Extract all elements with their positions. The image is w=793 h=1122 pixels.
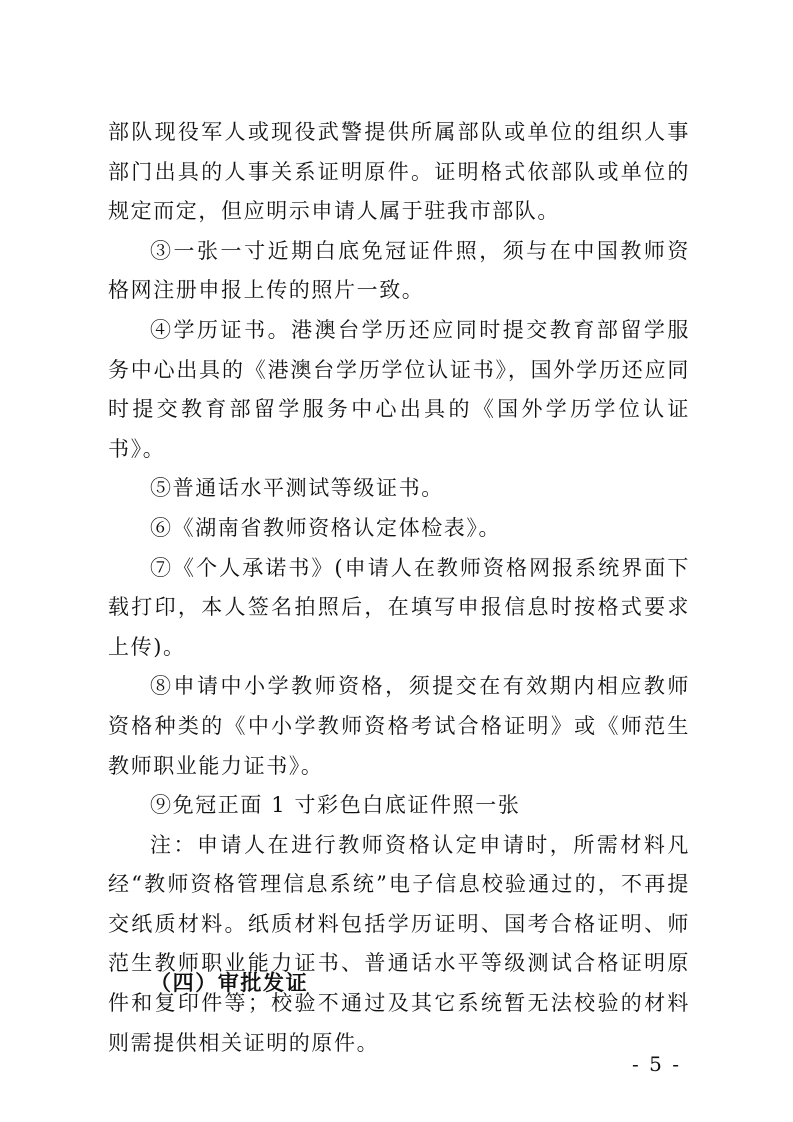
paragraph-item-7: ⑦《个人承诺书》(申请人在教师资格网报系统界面下载打印，本人签名拍照后，在填写申报信息时按格式要求上传)。 xyxy=(108,555,690,659)
page-number: - 5 - xyxy=(632,1052,681,1076)
paragraph-item-3: ③一张一寸近期白底免冠证件照，须与在中国教师资格网注册申报上传的照片一致。 xyxy=(108,238,690,303)
document-body xyxy=(108,113,690,1063)
paragraph-note: 注：申请人在进行教师资格认定申请时，所需材料凡经“教师资格管理信息系统”电子信息校验通过的，不再提交纸质材料。纸质材料包括学历证明、国考合格证明、师范生教师职业能力证书、普通话水平等级测试合格证明原件和复印件等；校验不通过及其它系统暂无法校验的材料则需提供相关证明的原件。 xyxy=(108,832,690,1055)
paragraph-item-9: ⑨免冠正面 1 寸彩色白底证件照一张 xyxy=(150,793,521,818)
paragraph-item-8: ⑧申请中小学教师资格，须提交在有效期内相应教师资格种类的《中小学教师资格考试合格证明》或《师范生教师职业能力证书》。 xyxy=(108,674,690,778)
paragraph-item-4: ④学历证书。港澳台学历还应同时提交教育部留学服务中心出具的《港澳台学历学位认证书》，国外学历还应同时提交教育部留学服务中心出具的《国外学历学位认证书》。 xyxy=(108,317,690,461)
paragraph-item-5: ⑤普通话水平测试等级证书。 xyxy=(150,476,444,501)
section-heading: （四）审批发证 xyxy=(150,971,309,995)
paragraph-continuation: 部队现役军人或现役武警提供所属部队或单位的组织人事部门出具的人事关系证明原件。证明格式依部队或单位的规定而定，但应明示申请人属于驻我市部队。 xyxy=(108,120,690,224)
paragraph-item-6: ⑥《湖南省教师资格认定体检表》。 xyxy=(150,515,502,540)
